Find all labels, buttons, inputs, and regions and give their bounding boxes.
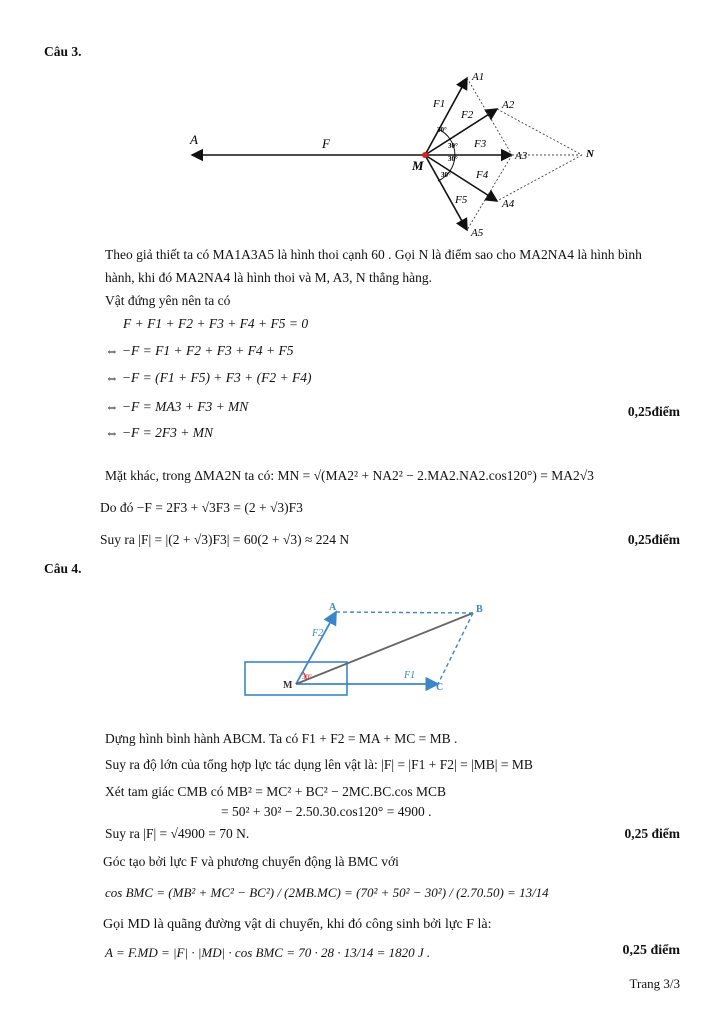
label-F2: F2 <box>461 109 474 121</box>
label-C: C <box>436 682 444 693</box>
q3-para-1b: hành, khi đó MA2NA4 là hình thoi và M, A3, N thẳng hàng. <box>105 270 432 285</box>
q4-force-diagram <box>0 590 725 710</box>
q4-para-8: A = F.MD = |F| · |MD| · cos BMC = 70 · 28 · 13/14 = 1820 J . <box>105 945 431 960</box>
label-F: F <box>322 136 330 151</box>
q4-para-5: Góc tạo bởi lực F và phương chuyển động là BMC với <box>103 854 399 869</box>
q4-para-3a: Xét tam giác CMB có MB² = MC² + BC² − 2MC.BC.cos MCB <box>105 784 447 799</box>
q3-para-5: Suy ra |F| = |(2 + √3)F3| = 60(2 + √3) ≈ 224 N <box>100 532 350 547</box>
q3-eq-4: ⇔ −F = MA3 + F3 + MN <box>105 399 249 414</box>
q3-heading: Câu 3. <box>44 44 82 59</box>
label-N: N <box>586 148 594 160</box>
label-F2: F2 <box>312 628 324 639</box>
label-A3: A3 <box>515 150 528 162</box>
label-F4: F4 <box>476 169 489 181</box>
label-A5: A5 <box>471 227 484 239</box>
label-F1: F1 <box>433 98 446 110</box>
q4-heading: Câu 4. <box>44 561 82 576</box>
q3-eq-3: ⇔ −F = (F1 + F5) + F3 + (F2 + F4) <box>105 370 312 385</box>
q4-para-4: Suy ra |F| = √4900 = 70 N. <box>105 826 250 841</box>
q4-para-6: cos BMC = (MB² + MC² − BC²) / (2MB.MC) = (70² + 50² − 30²) / (2.70.50) = 13/14 <box>105 885 549 900</box>
dashed-BC <box>438 613 473 684</box>
label-F5: F5 <box>455 194 468 206</box>
label-angle-2: 30° <box>448 142 458 150</box>
dashed-AB <box>336 612 473 613</box>
label-angle-1: 30° <box>437 126 447 134</box>
label-M: M <box>412 158 424 173</box>
label-A2: A2 <box>502 99 515 111</box>
q4-para-3b: = 50² + 30² − 2.50.30.cos120° = 4900 . <box>221 804 432 819</box>
label-A4: A4 <box>502 198 515 210</box>
q3-para-3: Mặt khác, trong ΔMA2N ta có: MN = √(MA2² + NA2² − 2.MA2.NA2.cos120°) = MA2√3 <box>105 468 594 483</box>
label-angle-3: 30° <box>448 155 458 163</box>
force-F5-arrow <box>425 155 467 230</box>
q3-eq-2: ⇔ −F = F1 + F2 + F3 + F4 + F5 <box>105 343 294 358</box>
q3-para-2: Vật đứng yên nên ta có <box>105 293 231 308</box>
q3-para-4: Do đó −F = 2F3 + √3F3 = (2 + √3)F3 <box>100 500 303 515</box>
q3-score-1: 0,25điểm <box>627 404 680 419</box>
q4-para-7: Gọi MD là quãng đường vật di chuyển, khi đó công sinh bởi lực F là: <box>103 917 492 932</box>
label-B: B <box>476 604 483 615</box>
block-rect <box>245 662 347 695</box>
label-F3: F3 <box>474 138 487 150</box>
label-F1: F1 <box>404 670 416 681</box>
q3-para-1a: Theo giả thiết ta có MA1A3A5 là hình thoi cạnh 60 . Gọi N là điểm sao cho MA2NA4 là hình bình <box>105 247 642 262</box>
label-M: M <box>283 680 293 691</box>
label-A: A <box>329 602 337 613</box>
label-A1: A1 <box>472 71 485 83</box>
q4-score-1: 0,25 điểm <box>624 826 680 841</box>
q3-score-2: 0,25điểm <box>627 532 680 547</box>
label-angle: 30° <box>302 673 312 681</box>
label-A: A <box>190 132 198 147</box>
q3-eq-1: F + F1 + F2 + F3 + F4 + F5 = 0 <box>123 316 309 331</box>
q4-para-2: Suy ra độ lớn của tổng hợp lực tác dụng lên vật là: |F| = |F1 + F2| = |MB| = MB <box>105 757 533 772</box>
q3-eq-5: ⇔ −F = 2F3 + MN <box>105 425 213 440</box>
label-angle-4: 30° <box>441 171 451 179</box>
q4-score-2: 0,25 điểm <box>622 943 680 958</box>
page-footer: Trang 3/3 <box>629 976 680 991</box>
resultant-MB-line <box>296 613 473 684</box>
q3-force-diagram <box>0 60 725 240</box>
q4-para-1: Dựng hình bình hành ABCM. Ta có F1 + F2 = MA + MC = MB . <box>105 731 458 746</box>
